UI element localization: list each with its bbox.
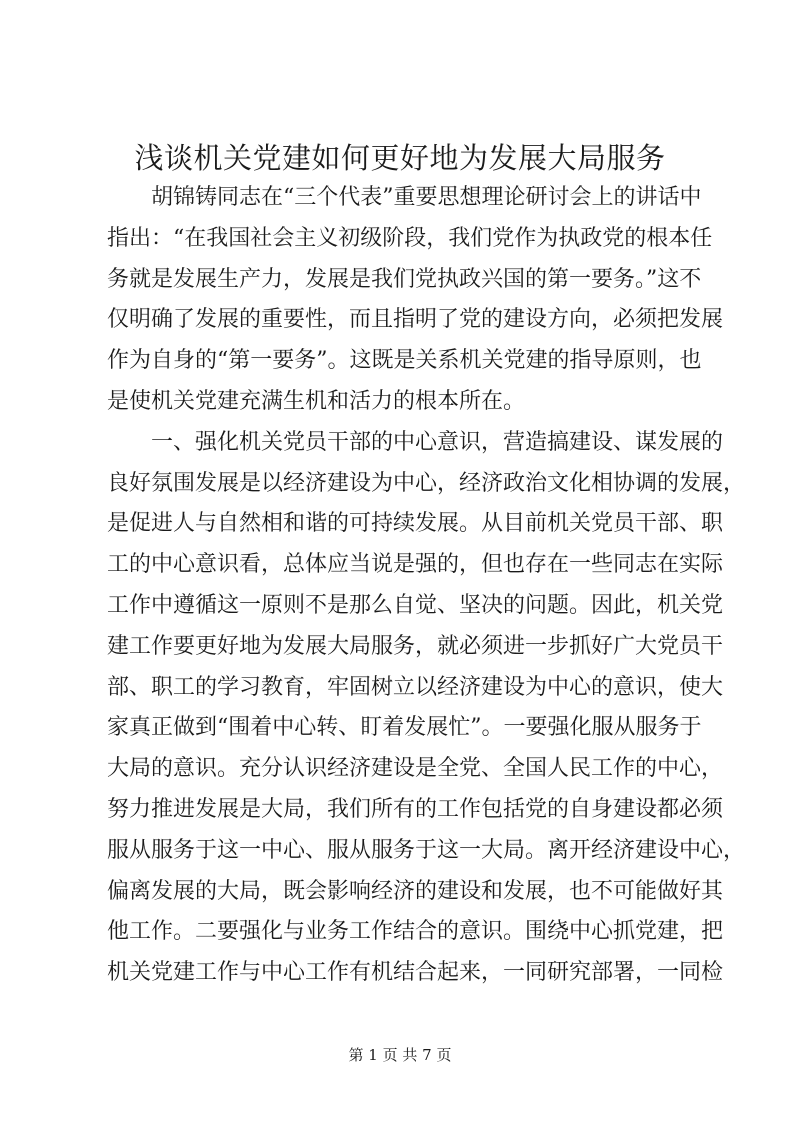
text-line: 大局的意识。充分认识经济建设是全党、全国人民工作的中心， bbox=[107, 756, 724, 782]
text-line: 务就是发展生产力，发展是我们党执政兴国的第一要务。”这不 bbox=[107, 266, 702, 292]
paragraph-2 bbox=[107, 423, 746, 994]
page-footer: 第 1 页 共 7 页 bbox=[348, 1046, 452, 1064]
paragraph-1 bbox=[107, 178, 724, 423]
text-line: 努力推进发展是大局，我们所有的工作包括党的自身建设都必须 bbox=[107, 796, 724, 822]
text-line: 胡锦铸同志在“三个代表”重要思想理论研讨会上的讲话中 bbox=[151, 185, 702, 210]
document-body bbox=[107, 178, 746, 994]
text-line: 是促进人与自然相和谐的可持续发展。从目前机关党员干部、职 bbox=[107, 511, 724, 537]
text-line: 一、强化机关党员干部的中心意识，营造搞建设、谋发展的 bbox=[151, 429, 724, 455]
text-line: 建工作要更好地为发展大局服务，就必须进一步抓好广大党员干 bbox=[107, 633, 724, 659]
document-title: 浅谈机关党建如何更好地为发展大局服务 bbox=[134, 141, 666, 175]
text-line: 他工作。二要强化与业务工作结合的意识。围绕中心抓党建，把 bbox=[107, 919, 724, 945]
text-line: 工的中心意识看，总体应当说是强的，但也存在一些同志在实际 bbox=[107, 552, 724, 578]
text-line: 工作中遵循这一原则不是那么自觉、坚决的问题。因此，机关党 bbox=[107, 592, 724, 618]
text-line: 部、职工的学习教育，牢固树立以经济建设为中心的意识，使大 bbox=[107, 674, 724, 700]
text-line: 机关党建工作与中心工作有机结合起来，一同研究部署，一同检 bbox=[107, 960, 724, 986]
text-line: 指出：“在我国社会主义初级阶段，我们党作为执政党的根本任 bbox=[107, 225, 713, 251]
text-line: 仅明确了发展的重要性，而且指明了党的建设方向，必须把发展 bbox=[107, 307, 724, 333]
text-line: 家真正做到“围着中心转、盯着发展忙”。一要强化服从服务于 bbox=[107, 715, 702, 741]
text-line: 作为自身的“第一要务”。这既是关系机关党建的指导原则，也 bbox=[107, 348, 702, 374]
text-line: 服从服务于这一中心、服从服务于这一大局。离开经济建设中心， bbox=[107, 837, 746, 863]
text-line: 偏离发展的大局，既会影响经济的建设和发展，也不可能做好其 bbox=[107, 878, 724, 904]
text-line: 良好氛围发展是以经济建设为中心，经济政治文化相协调的发展， bbox=[107, 470, 746, 496]
text-line: 是使机关党建充满生机和活力的根本所在。 bbox=[107, 388, 526, 414]
